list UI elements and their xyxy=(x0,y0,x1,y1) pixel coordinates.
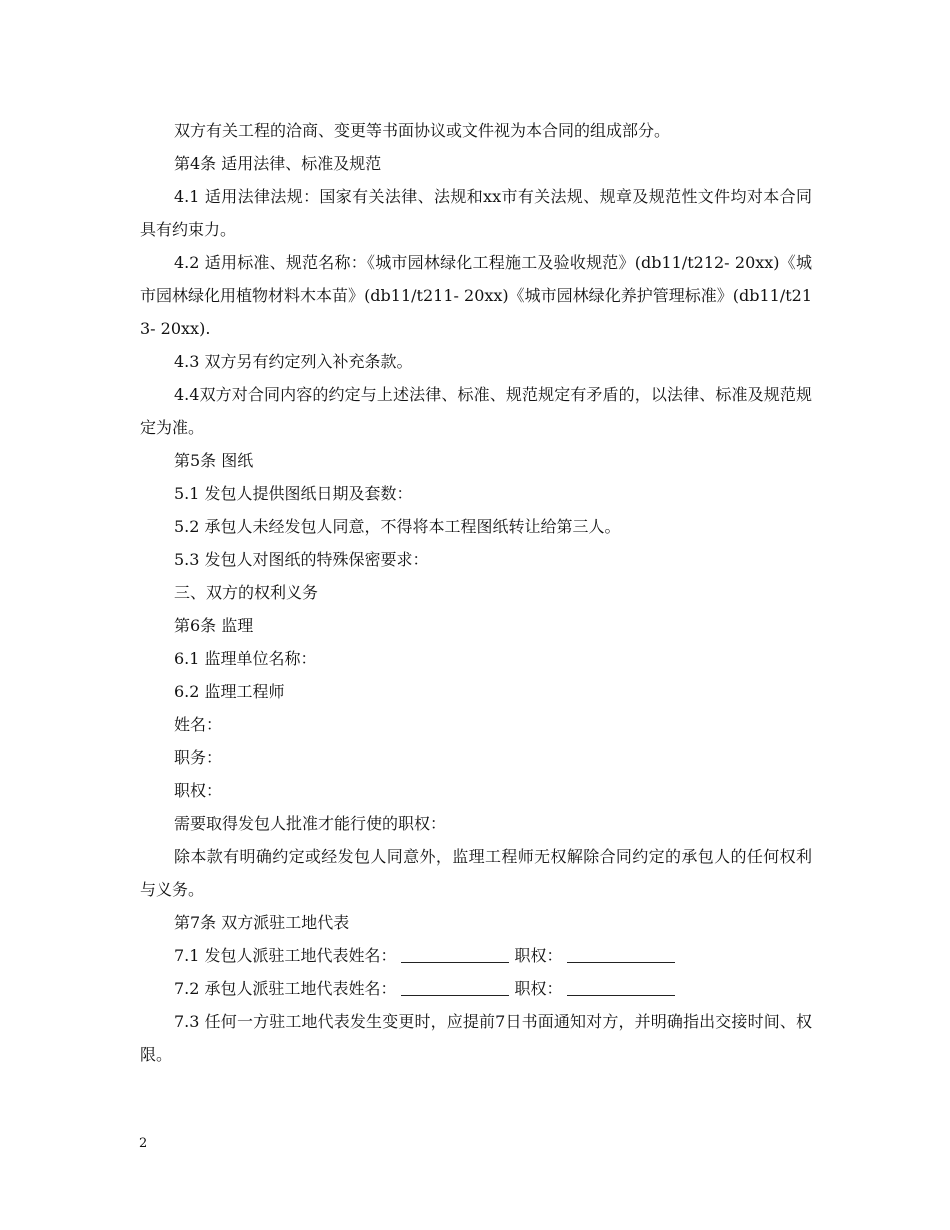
paragraph-agreement-components: 双方有关工程的洽商、变更等书面协议或文件视为本合同的组成部分。 xyxy=(174,121,671,140)
paragraph-6-2: 6.2 监理工程师 xyxy=(174,682,285,701)
paragraph-4-3: 4.3 双方另有约定列入补充条款。 xyxy=(174,352,413,371)
document-body xyxy=(140,114,812,1071)
contractor-rep-label: 7.2 承包人派驻工地代表姓名： xyxy=(174,979,397,998)
contractor-rep-authority-label: 职权： xyxy=(514,979,563,998)
field-name: 姓名： xyxy=(174,715,223,734)
paragraph-7-3: 7.3 任何一方驻工地代表发生变更时，应提前7日书面通知对方，并明确指出交接时间、权限。 xyxy=(140,1012,812,1064)
field-position: 职务： xyxy=(174,748,223,767)
employer-rep-authority-blank xyxy=(567,946,675,963)
page-number: 2 xyxy=(139,1136,148,1151)
paragraph-5-2: 5.2 承包人未经发包人同意，不得将本工程图纸转让给第三人。 xyxy=(174,517,621,536)
paragraph-7-2 xyxy=(140,972,812,1005)
paragraph-4-2: 4.2 适用标准、规范名称：《城市园林绿化工程施工及验收规范》(db11/t212- 20xx)《城市园林绿化用植物材料木本苗》(db11/t211- 20xx)《城市园林绿化养护管理标准》(db11/t213- 20xx). xyxy=(140,253,812,338)
paragraph-engineer-limits: 除本款有明确约定或经发包人同意外，监理工程师无权解除合同约定的承包人的任何权利与义务。 xyxy=(140,847,812,899)
clause-6-heading: 第6条 监理 xyxy=(174,616,254,635)
paragraph-4-4: 4.4双方对合同内容的约定与上述法律、标准、规范规定有矛盾的，以法律、标准及规范规定为准。 xyxy=(140,385,812,437)
clause-5-heading: 第5条 图纸 xyxy=(174,451,254,470)
paragraph-6-1: 6.1 监理单位名称： xyxy=(174,649,317,668)
field-authority: 职权： xyxy=(174,781,223,800)
paragraph-4-1: 4.1 适用法律法规：国家有关法律、法规和xx市有关法规、规章及规范性文件均对本合同具有约束力。 xyxy=(140,187,812,239)
employer-rep-name-blank xyxy=(401,946,509,963)
field-approval-authority: 需要取得发包人批准才能行使的职权： xyxy=(174,814,447,833)
clause-4-heading: 第4条 适用法律、标准及规范 xyxy=(174,154,382,173)
paragraph-5-3: 5.3 发包人对图纸的特殊保密要求： xyxy=(174,550,429,569)
clause-7-heading: 第7条 双方派驻工地代表 xyxy=(174,913,350,932)
paragraph-7-1 xyxy=(140,939,812,972)
employer-rep-label: 7.1 发包人派驻工地代表姓名： xyxy=(174,946,397,965)
employer-rep-authority-label: 职权： xyxy=(514,946,563,965)
section-3-heading: 三、双方的权利义务 xyxy=(174,583,319,602)
contractor-rep-name-blank xyxy=(401,979,509,996)
contractor-rep-authority-blank xyxy=(567,979,675,996)
paragraph-5-1: 5.1 发包人提供图纸日期及套数： xyxy=(174,484,413,503)
